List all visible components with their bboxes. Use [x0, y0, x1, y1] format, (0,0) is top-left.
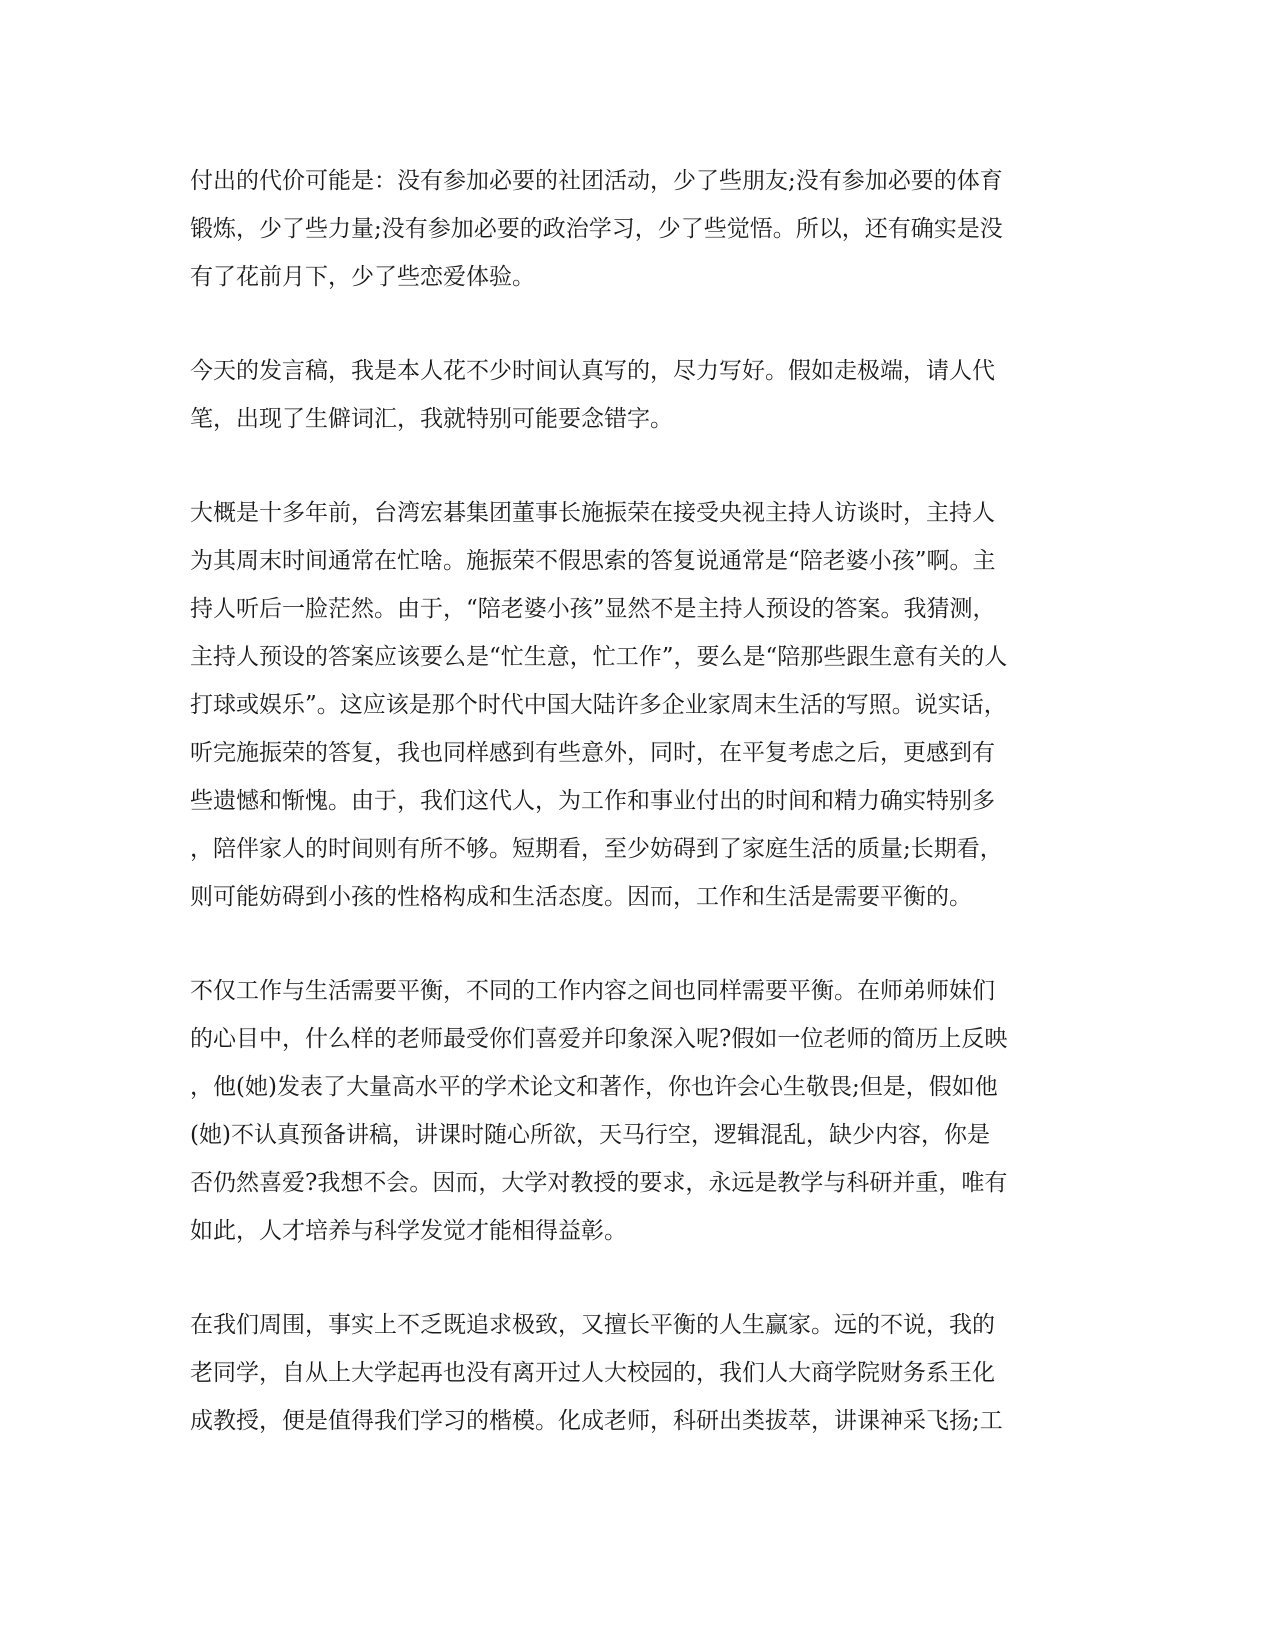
text-line: 听完施振荣的答复，我也同样感到有些意外，同时，在平复考虑之后，更感到有	[190, 740, 995, 766]
paragraph-3	[190, 489, 1088, 921]
text-line: 打球或娱乐”。这应该是那个时代中国大陆许多企业家周末生活的写照。说实话，	[190, 692, 1007, 718]
text-line: 为其周末时间通常在忙啥。施振荣不假思索的答复说通常是“陪老婆小孩”啊。主	[190, 548, 996, 574]
text-line: ，他(她)发表了大量高水平的学术论文和著作，你也许会心生敬畏;但是，假如他	[190, 1074, 998, 1100]
text-line: 主持人预设的答案应该要么是“忙生意，忙工作”，要么是“陪那些跟生意有关的人	[190, 644, 1008, 670]
text-line: 付出的代价可能是：没有参加必要的社团活动，少了些朋友;没有参加必要的体育	[190, 168, 1003, 194]
text-line: 笔，出现了生僻词汇，我就特别可能要念错字。	[190, 406, 673, 432]
text-line: 有了花前月下，少了些恋爱体验。	[190, 264, 535, 290]
text-line: 不仅工作与生活需要平衡，不同的工作内容之间也同样需要平衡。在师弟师妹们	[190, 978, 995, 1004]
paragraph-2	[190, 347, 1088, 443]
text-line: 成教授，便是值得我们学习的楷模。化成老师，科研出类拔萃，讲课神采飞扬;工	[190, 1408, 1003, 1434]
text-line: 否仍然喜爱?我想不会。因而，大学对教授的要求，永远是教学与科研并重，唯有	[190, 1170, 1008, 1196]
text-line: 今天的发言稿，我是本人花不少时间认真写的，尽力写好。假如走极端，请人代	[190, 358, 995, 384]
text-line: (她)不认真预备讲稿，讲课时随心所欲，天马行空，逻辑混乱，缺少内容，你是	[190, 1122, 990, 1148]
text-line: 如此，人才培养与科学发觉才能相得益彰。	[190, 1218, 627, 1244]
text-line: ，陪伴家人的时间则有所不够。短期看，至少妨碍到了家庭生活的质量;长期看，	[190, 836, 1003, 862]
paragraph-5	[190, 1301, 1088, 1445]
text-line: 些遗憾和惭愧。由于，我们这代人，为工作和事业付出的时间和精力确实特别多	[190, 788, 995, 814]
text-line: 老同学，自从上大学起再也没有离开过人大校园的，我们人大商学院财务系王化	[190, 1360, 995, 1386]
document-body	[190, 157, 1088, 1491]
text-line: 在我们周围，事实上不乏既追求极致，又擅长平衡的人生赢家。远的不说，我的	[190, 1312, 995, 1338]
paragraph-1	[190, 157, 1088, 301]
text-line: 大概是十多年前，台湾宏碁集团董事长施振荣在接受央视主持人访谈时，主持人	[190, 500, 995, 526]
text-line: 的心目中，什么样的老师最受你们喜爱并印象深入呢?假如一位老师的简历上反映	[190, 1026, 1008, 1052]
text-line: 持人听后一脸茫然。由于，“陪老婆小孩”显然不是主持人预设的答案。我猜测，	[190, 596, 996, 622]
text-line: 则可能妨碍到小孩的性格构成和生活态度。因而，工作和生活是需要平衡的。	[190, 884, 972, 910]
text-line: 锻炼，少了些力量;没有参加必要的政治学习，少了些觉悟。所以，还有确实是没	[190, 216, 1003, 242]
paragraph-4	[190, 967, 1088, 1255]
